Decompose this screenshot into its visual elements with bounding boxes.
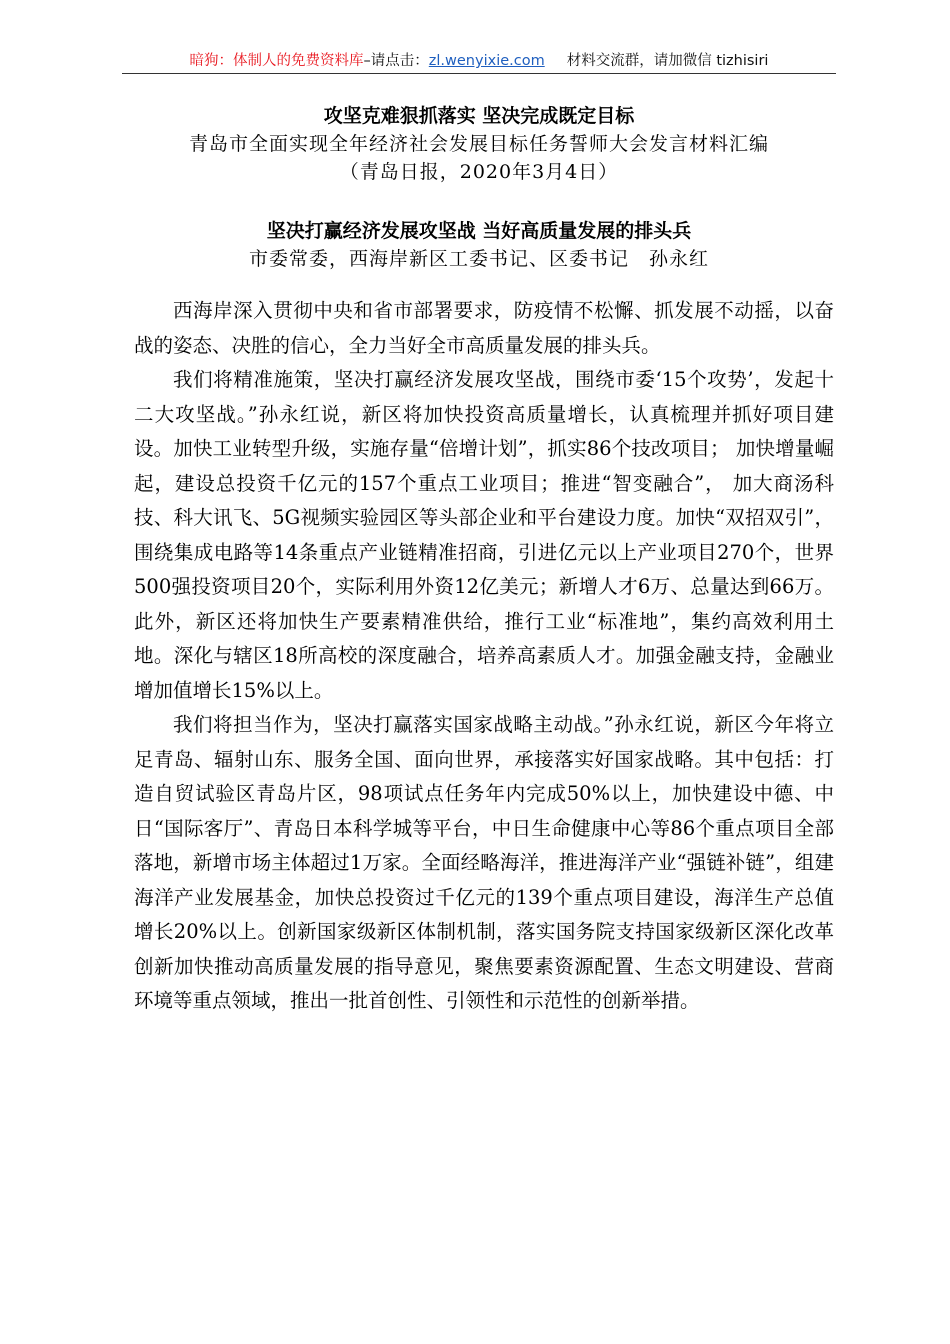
paragraph: 我们将担当作为，坚决打赢落实国家战略主动战。”孙永红说，新区今年将立足青岛、辐射山东、服务全国、面向世界，承接落实好国家战略。其中包括：打造自贸试验区青岛片区，98项试点任务年内完成50%以上，加快建设中德、中日“国际客厅”、青岛日本科学城等平台，中日生命健康中心等86个重点项目全部落地，新增市场主体超过1万家。全面经略海洋，推进海洋产业“强链补链”，组建海洋产业发展基金，加快总投资过千亿元的139个重点项目建设，海洋生产总值增长20%以上。创新国家级新区体制机制，落实国务院支持国家级新区深化改革创新加快推动高质量发展的指导意见，聚焦要素资源配置、生态文明建设、营商环境等重点领域，推出一批首创性、引领性和示范性的创新举措。 xyxy=(134,713,834,1012)
cta-text: –请点击： xyxy=(363,53,429,69)
wechat-group-text: 材料交流群，请加微信 tizhisiri xyxy=(566,53,769,69)
paragraph: 我们将精准施策，坚决打赢经济发展攻坚战，围绕市委‘15个攻势’，发起十二大攻坚战。”孙永红说，新区将加快投资高质量增长，认真梳理并抓好项目建设。加快工业转型升级，实施存量“倍增计划”，抓实86个技改项目； 加快增量崛起，建设总投资千亿元的157个重点工业项目；推进“智变融合”， 加大商汤科技、科大讯飞、5G视频实验园区等头部企业和平台建设力度。加快“双招双引”，围绕集成电路等14条重点产业链精准招商，引进亿元以上产业项目270个，世界500强投资项目20个，实际利用外资12亿美元；新增人才6万、总量达到66万。此外，新区还将加快生产要素精准供给，推行工业“标准地”，集约高效利用土地。深化与辖区18所高校的深度融合，培养高素质人才。加强金融支持，金融业增加值增长15%以上。 xyxy=(134,368,834,702)
document-title: 攻坚克难狠抓落实 坚决完成既定目标 xyxy=(323,105,635,127)
document-subtitle: 青岛市全面实现全年经济社会发展目标任务誓师大会发言材料汇编 xyxy=(188,133,769,155)
article-body xyxy=(134,294,834,1019)
article-author: 市委常委，西海岸新区工委书记、区委书记 孙永红 xyxy=(248,248,709,270)
document-source: （青岛日报，2020年3月4日） xyxy=(339,161,619,183)
promo-text: 暗狗：体制人的免费资料库 xyxy=(189,53,364,69)
paragraph: 西海岸深入贯彻中央和省市部署要求，防疫情不松懈、抓发展不动摇，以奋战的姿态、决胜的信心，全力当好全市高质量发展的排头兵。 xyxy=(134,299,834,357)
article-title: 坚决打赢经济发展攻坚战 当好高质量发展的排头兵 xyxy=(266,220,692,242)
website-link[interactable]: zl.wenyixie.com xyxy=(428,53,545,69)
promo-header xyxy=(122,50,836,74)
